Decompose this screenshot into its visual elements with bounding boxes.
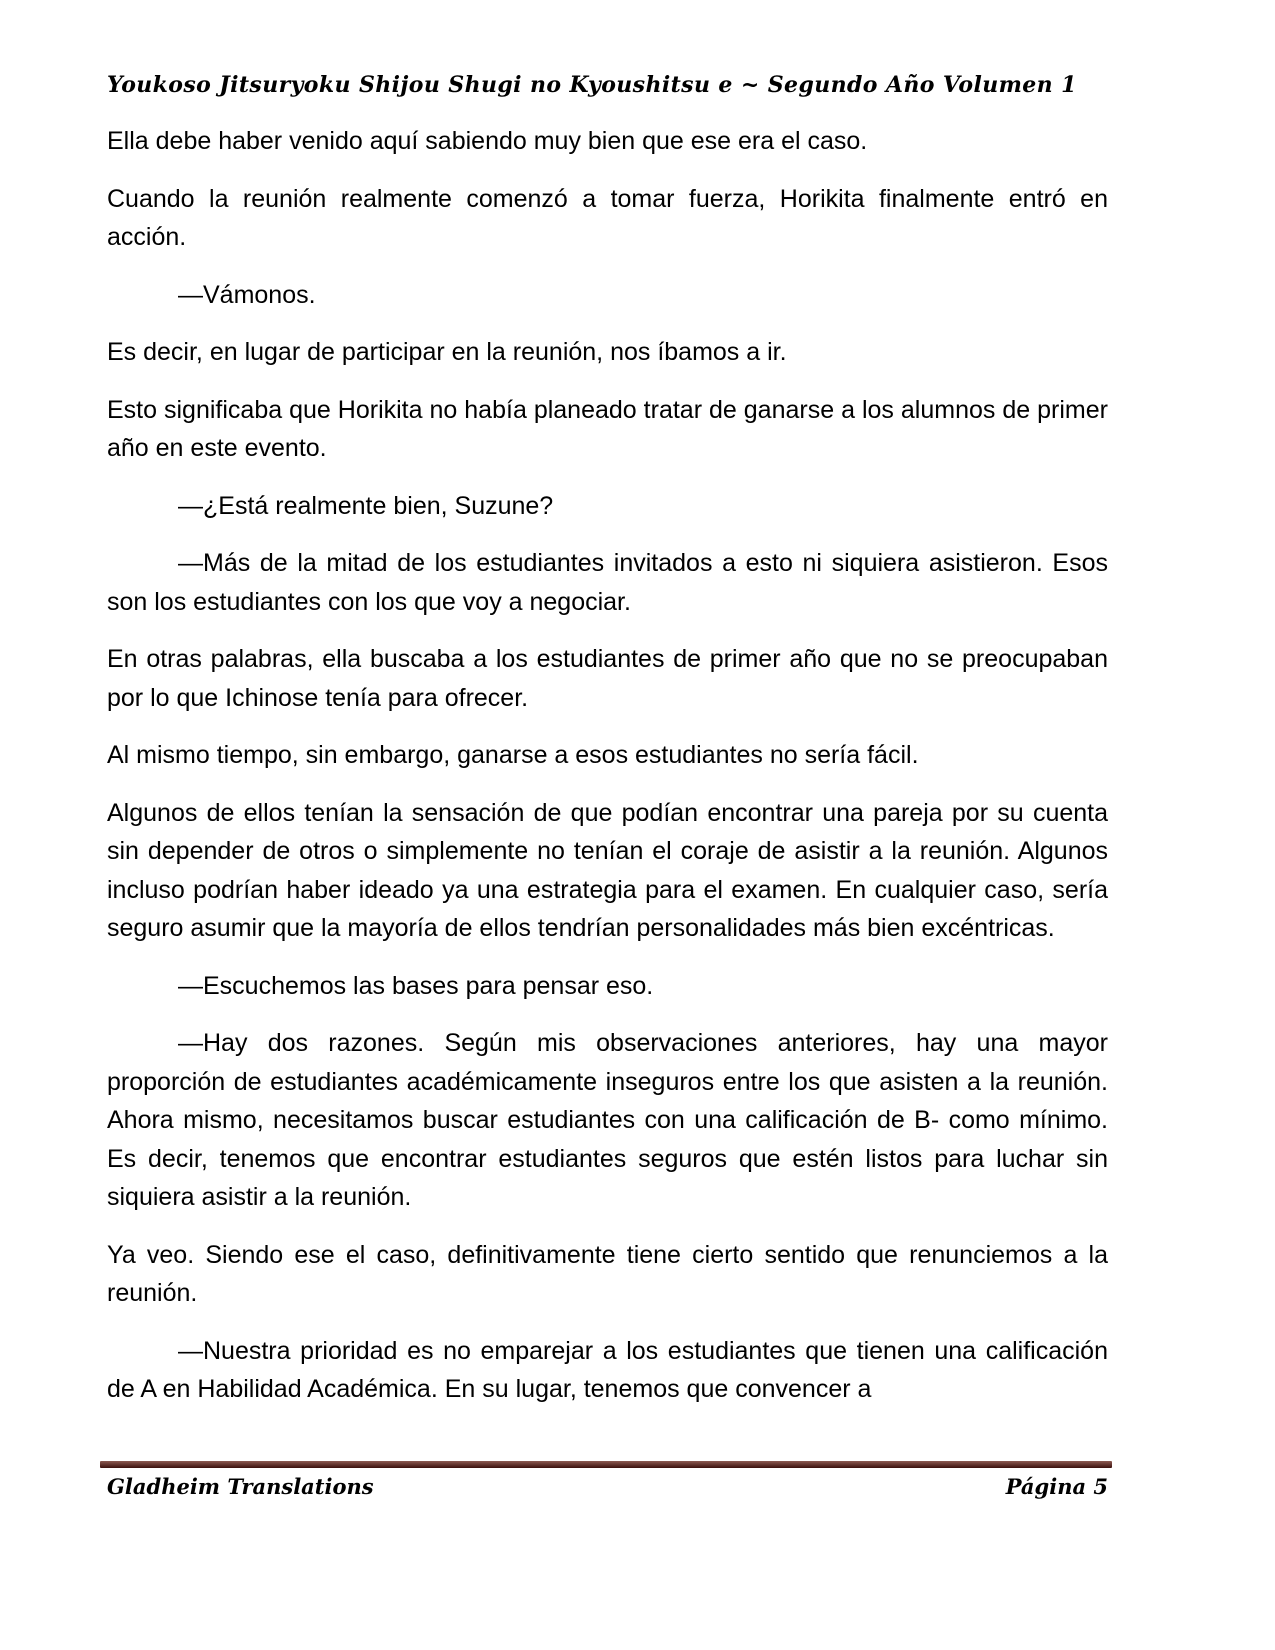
paragraph: Cuando la reunión realmente comenzó a tomar fuerza, Horikita finalmente entró en acción. xyxy=(107,184,1108,251)
dialogue-paragraph: —Escuchemos las bases para pensar eso. xyxy=(178,971,654,1000)
header-title: Youkoso Jitsuryoku Shijou Shugi no Kyoushitsu e ~ Segundo Año Volumen 1 xyxy=(107,72,1077,98)
document-body xyxy=(107,122,1108,1428)
dialogue-paragraph: —¿Está realmente bien, Suzune? xyxy=(178,491,554,520)
dialogue-paragraph: —Hay dos razones. Según mis observaciones anteriores, hay una mayor proporción de estudiantes académicamente inseguros entre los que asisten a la reunión. Ahora mismo, necesitamos buscar estudiantes con una calificación de B- como mínimo. Es decir, tenemos que encontrar estudiantes seguros que estén listos para luchar sin siquiera asistir a la reunión. xyxy=(107,1029,1108,1211)
footer-divider xyxy=(100,1461,1112,1468)
paragraph: Ya veo. Siendo ese el caso, definitivamente tiene cierto sentido que renunciemos a la reunión. xyxy=(107,1240,1108,1307)
page-header xyxy=(107,72,1108,98)
dialogue-paragraph: —Nuestra prioridad es no emparejar a los estudiantes que tienen una calificación de A en Habilidad Académica. En su lugar, tenemos que convencer a xyxy=(107,1336,1108,1403)
paragraph: Es decir, en lugar de participar en la reunión, nos íbamos a ir. xyxy=(107,338,787,366)
dialogue-paragraph: —Vámonos. xyxy=(178,280,316,309)
paragraph: En otras palabras, ella buscaba a los estudiantes de primer año que no se preocupaban por lo que Ichinose tenía para ofrecer. xyxy=(107,645,1108,712)
footer-translator-credit: Gladheim Translations xyxy=(107,1474,374,1499)
paragraph: Ella debe haber venido aquí sabiendo muy bien que ese era el caso. xyxy=(107,127,868,155)
dialogue-paragraph: —Más de la mitad de los estudiantes invitados a esto ni siquiera asistieron. Esos son los estudiantes con los que voy a negociar. xyxy=(107,549,1108,616)
footer-page-number: Página 5 xyxy=(1005,1474,1108,1499)
paragraph: Algunos de ellos tenían la sensación de que podían encontrar una pareja por su cuenta sin depender de otros o simplemente no tenían el coraje de asistir a la reunión. Algunos incluso podrían haber ideado ya una estrategia para el examen. En cualquier caso, sería seguro asumir que la mayoría de ellos tendrían personalidades más bien excéntricas. xyxy=(107,798,1108,942)
page-footer xyxy=(107,1474,1108,1499)
paragraph: Al mismo tiempo, sin embargo, ganarse a esos estudiantes no sería fácil. xyxy=(107,741,919,769)
paragraph: Esto significaba que Horikita no había planeado tratar de ganarse a los alumnos de primer año en este evento. xyxy=(107,395,1108,462)
